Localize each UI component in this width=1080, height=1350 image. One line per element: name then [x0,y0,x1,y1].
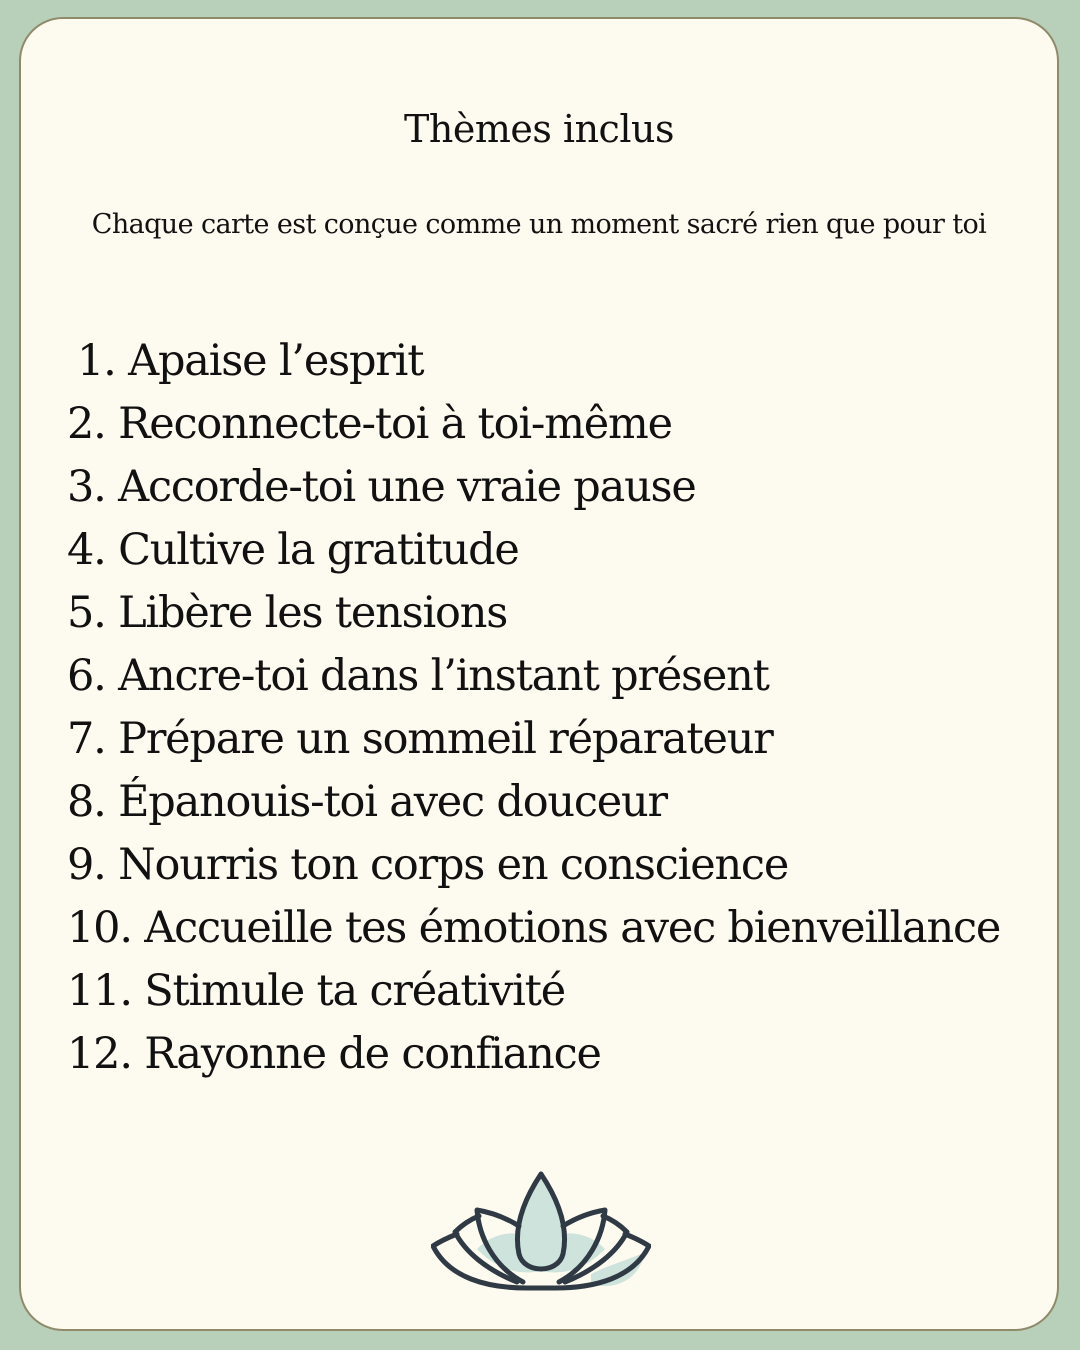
theme-card [19,17,1059,1331]
theme-item-2: 2. Reconnecte-toi à toi-même [67,399,672,449]
theme-item-7: 7. Prépare un sommeil réparateur [67,714,773,764]
theme-item-12: 12. Rayonne de confiance [67,1029,601,1079]
card-title: Thèmes inclus [404,107,674,151]
theme-item-4: 4. Cultive la gratitude [67,525,519,575]
theme-item-11: 11. Stimule ta créativité [67,966,565,1016]
theme-item-5: 5. Libère les tensions [67,588,508,638]
themes-list [67,330,1000,1086]
theme-item-3: 3. Accorde-toi une vraie pause [67,462,696,512]
theme-item-6: 6. Ancre-toi dans l’instant présent [67,651,769,701]
theme-item-8: 8. Épanouis-toi avec douceur [67,777,667,827]
theme-item-10: 10. Accueille tes émotions avec bienveillance [67,903,1001,953]
card-subtitle: Chaque carte est conçue comme un moment sacré rien que pour toi [91,209,987,240]
lotus-icon [431,1154,651,1294]
theme-item-1: 1. Apaise l’esprit [77,336,424,386]
theme-item-9: 9. Nourris ton corps en conscience [67,840,789,890]
